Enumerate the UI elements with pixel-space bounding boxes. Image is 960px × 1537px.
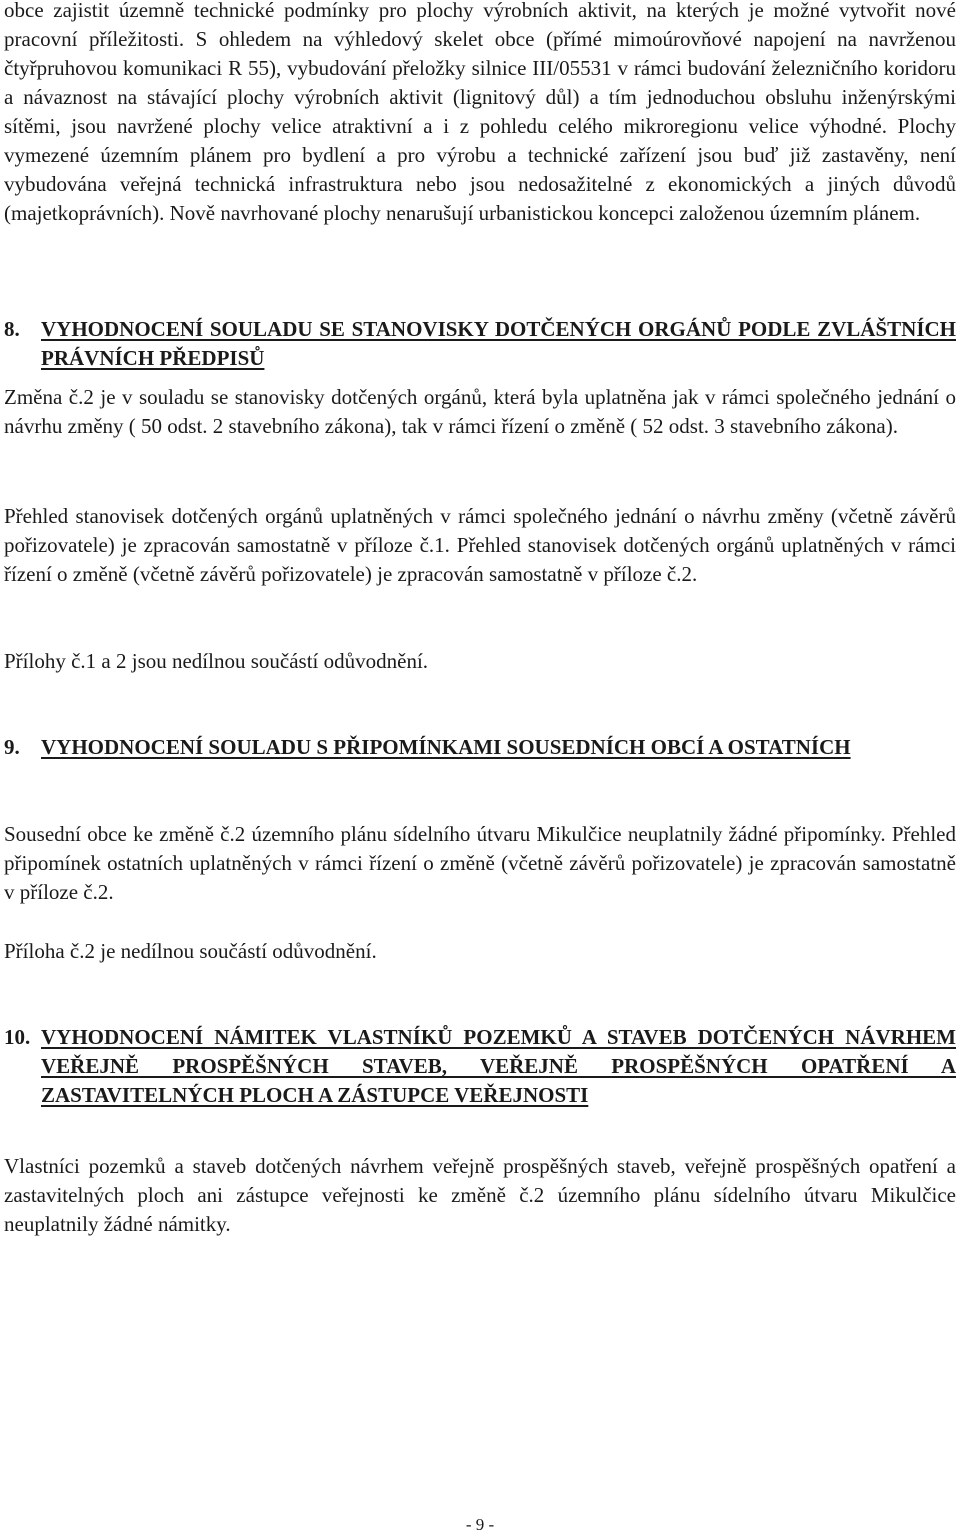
section-10-paragraph-1: Vlastníci pozemků a staveb dotčených návrhem veřejně prospěšných staveb, veřejně prospěšných opatření a zastavitelných ploch ani zástupce veřejnosti ke změně č.2 územního plánu sídelního útvaru Mikulčice neuplatnily žádné námitky.: [4, 1154, 956, 1236]
intro-paragraph: obce zajistit územně technické podmínky pro plochy výrobních aktivit, na kterých je možné vytvořit nové pracovní příležitosti. S ohledem na výhledový skelet obce (přímé mimoúrovňové napojení na navrženou čtyřpruhovou komunikaci R 55), vybudování přeložky silnice III/05531 v rámci budování železničního koridoru a návaznost na stávající plochy výrobních aktivit (lignitový důl) a tím jednoduchou obsluhu inženýrskými sítěmi, jsou navržené plochy velice atraktivní a i z pohledu celého mikroregionu velice výhodné. Plochy vymezené územním plánem pro bydlení a pro výrobu a technické zařízení jsou buď již zastavěny, není vybudována veřejná technická infrastruktura nebo jsou nedosažitelné z ekonomických a jiných důvodů (majetkoprávních). Nově navrhované plochy nenarušují urbanistickou koncepci založenou územním plánem.: [4, 0, 956, 225]
section-9-paragraph-2: Příloha č.2 je nedílnou součástí odůvodnění.: [4, 939, 377, 963]
section-10-title: VYHODNOCENÍ NÁMITEK VLASTNÍKŮ POZEMKŮ A STAVEB DOTČENÝCH NÁVRHEM VEŘEJNĚ PROSPĚŠNÝCH STAVEB, VEŘEJNĚ PROSPĚŠNÝCH OPATŘENÍ A ZASTAVITELNÝCH PLOCH A ZÁSTUPCE VEŘEJNOSTI: [41, 1025, 956, 1107]
section-8-heading: [4, 315, 956, 373]
page-number: - 9 -: [465, 1515, 495, 1534]
section-8-paragraph-3: Přílohy č.1 a 2 jsou nedílnou součástí odůvodnění.: [4, 649, 429, 673]
section-10-heading: [4, 1023, 956, 1110]
section-9-title: VYHODNOCENÍ SOULADU S PŘIPOMÍNKAMI SOUSEDNÍCH OBCÍ A OSTATNÍCH: [41, 735, 851, 759]
section-10-number: 10.: [4, 1025, 31, 1049]
section-9-heading: [4, 733, 851, 762]
section-9-paragraph-1: Sousední obce ke změně č.2 územního plánu sídelního útvaru Mikulčice neuplatnily žádné připomínky. Přehled připomínek ostatních uplatněných v rámci řízení o změně (včetně závěrů pořizovatele) je zpracován samostatně v příloze č.2.: [4, 822, 956, 904]
section-8-title: VYHODNOCENÍ SOULADU SE STANOVISKY DOTČENÝCH ORGÁNŮ PODLE ZVLÁŠTNÍCH PRÁVNÍCH PŘEDPISŮ: [41, 317, 956, 370]
page-footer: [0, 1515, 960, 1535]
section-9-number: 9.: [4, 735, 20, 759]
section-8-paragraph-2: Přehled stanovisek dotčených orgánů uplatněných v rámci společného jednání o návrhu změny (včetně závěrů pořizovatele) je zpracován samostatně v příloze č.1. Přehled stanovisek dotčených orgánů uplatněných v rámci řízení o změně (včetně závěrů pořizovatele) je zpracován samostatně v příloze č.2.: [4, 504, 956, 586]
section-8-number: 8.: [4, 317, 20, 341]
section-8-paragraph-1: Změna č.2 je v souladu se stanovisky dotčených orgánů, která byla uplatněna jak v rámci společného jednání o návrhu změny ( 50 odst. 2 stavebního zákona), tak v rámci řízení o změně ( 52 odst. 3 stavebního zákona).: [4, 385, 956, 438]
